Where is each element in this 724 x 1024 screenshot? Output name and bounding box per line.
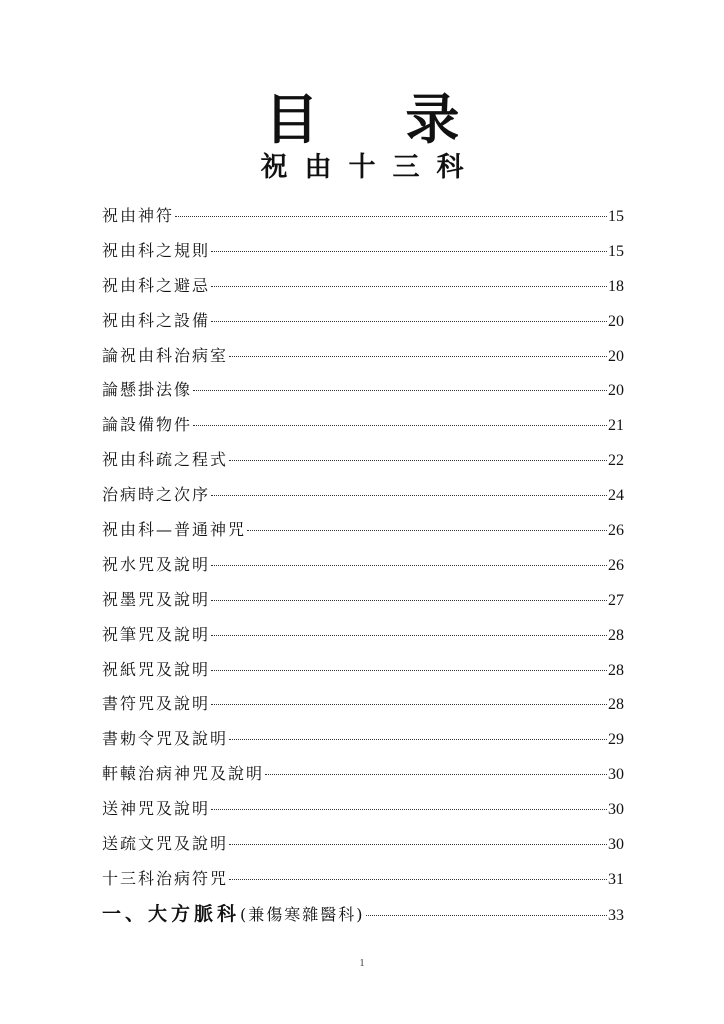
- toc-entry-page: 33: [608, 906, 624, 924]
- toc-entry-page: 26: [608, 522, 624, 540]
- toc-entry[interactable]: [102, 339, 624, 374]
- toc-entry[interactable]: [102, 722, 624, 757]
- toc-entry-label: 論祝由科治病室: [102, 345, 229, 365]
- dot-leader: [229, 879, 607, 880]
- toc-entry[interactable]: [102, 618, 624, 653]
- dot-leader: [175, 216, 607, 217]
- toc-entry-page: 29: [608, 731, 624, 749]
- toc-entry-page: 30: [608, 801, 624, 819]
- toc-entry[interactable]: [102, 757, 624, 792]
- dot-leader: [211, 600, 607, 601]
- toc-entry[interactable]: [102, 687, 624, 722]
- toc-entry-label: 祝由科疏之程式: [102, 450, 229, 470]
- toc-entry-major[interactable]: [102, 897, 624, 932]
- toc-entry[interactable]: [102, 269, 624, 304]
- toc-entry-label: 治病時之次序: [102, 485, 211, 505]
- dot-leader: [211, 670, 607, 671]
- toc-entry[interactable]: [102, 408, 624, 443]
- toc-entry-page: 28: [608, 661, 624, 679]
- toc-entry-page: 18: [608, 277, 624, 295]
- toc-entry-page: 22: [608, 452, 624, 470]
- dot-leader: [229, 844, 607, 845]
- dot-leader: [229, 460, 607, 461]
- toc-entry-page: 26: [608, 556, 624, 574]
- toc-entry-label: 論懸掛法像: [102, 380, 193, 400]
- dot-leader: [211, 495, 607, 496]
- dot-leader: [229, 739, 607, 740]
- toc-entry-page: 28: [608, 696, 624, 714]
- toc-entry-page: 15: [608, 242, 624, 260]
- toc-entry[interactable]: [102, 653, 624, 688]
- toc-entry-page: 20: [608, 382, 624, 400]
- dot-leader: [211, 635, 607, 636]
- toc-entry-page: 27: [608, 591, 624, 609]
- toc-entry-label: 祝由神符: [102, 206, 175, 225]
- toc-entry-label: 送神咒及說明: [102, 799, 211, 819]
- dot-leader: [211, 251, 607, 252]
- toc-entry-page: 30: [608, 766, 624, 784]
- toc-entry-main-label: 一、大方脈科: [102, 902, 241, 925]
- toc-entry[interactable]: [102, 443, 624, 478]
- dot-leader: [193, 390, 607, 391]
- toc-entry-page: 20: [608, 347, 624, 365]
- table-of-contents: [102, 199, 624, 932]
- toc-entry-label: 祝紙咒及說明: [102, 659, 211, 679]
- dot-leader: [211, 286, 607, 287]
- page-number: 1: [359, 958, 365, 969]
- toc-entry-label: 送疏文咒及說明: [102, 834, 229, 854]
- toc-entry-label: 祝墨咒及說明: [102, 589, 211, 609]
- toc-entry-label: 祝由科—普通神咒: [102, 520, 247, 540]
- toc-entry-label: 論設備物件: [102, 415, 193, 435]
- toc-entry-label: 祝由科之規則: [102, 240, 211, 260]
- toc-entry-page: 31: [608, 870, 624, 888]
- toc-entry[interactable]: [102, 373, 624, 408]
- toc-entry[interactable]: [102, 478, 624, 513]
- dot-leader: [211, 565, 607, 566]
- page-title: 目 录: [264, 87, 494, 151]
- dot-leader: [193, 425, 607, 426]
- toc-entry-label: 祝水咒及說明: [102, 554, 211, 574]
- toc-entry-label: 祝由科之避忌: [102, 275, 211, 295]
- toc-entry-label: 書勅令咒及說明: [102, 729, 229, 749]
- toc-entry-label: [102, 897, 365, 933]
- toc-entry[interactable]: [102, 827, 624, 862]
- toc-entry-label: 十三科治病符咒: [102, 868, 229, 888]
- toc-entry-page: 20: [608, 312, 624, 330]
- toc-entry[interactable]: [102, 583, 624, 618]
- toc-entry-page: 24: [608, 487, 624, 505]
- toc-entry-page: 30: [608, 836, 624, 854]
- toc-entry[interactable]: [102, 199, 624, 234]
- dot-leader: [247, 530, 607, 531]
- dot-leader: [211, 704, 607, 705]
- toc-entry-page: 21: [608, 417, 624, 435]
- section-subtitle: 祝由十三科: [260, 152, 481, 183]
- dot-leader: [366, 915, 607, 916]
- toc-entry[interactable]: [102, 513, 624, 548]
- toc-entry-label: 祝筆咒及說明: [102, 624, 211, 644]
- toc-entry-page: 15: [608, 208, 624, 225]
- toc-entry-page: 28: [608, 626, 624, 644]
- toc-entry-label: 書符咒及說明: [102, 694, 211, 714]
- toc-entry[interactable]: [102, 234, 624, 269]
- toc-entry-note: (兼傷寒雜醫科): [240, 904, 365, 924]
- dot-leader: [229, 356, 607, 357]
- toc-entry[interactable]: [102, 792, 624, 827]
- dot-leader: [211, 321, 607, 322]
- toc-entry-label: 軒轅治病神咒及說明: [102, 764, 265, 784]
- dot-leader: [265, 774, 607, 775]
- dot-leader: [211, 809, 607, 810]
- toc-entry[interactable]: [102, 862, 624, 897]
- toc-entry[interactable]: [102, 548, 624, 583]
- toc-entry[interactable]: [102, 304, 624, 339]
- toc-entry-label: 祝由科之設備: [102, 310, 211, 330]
